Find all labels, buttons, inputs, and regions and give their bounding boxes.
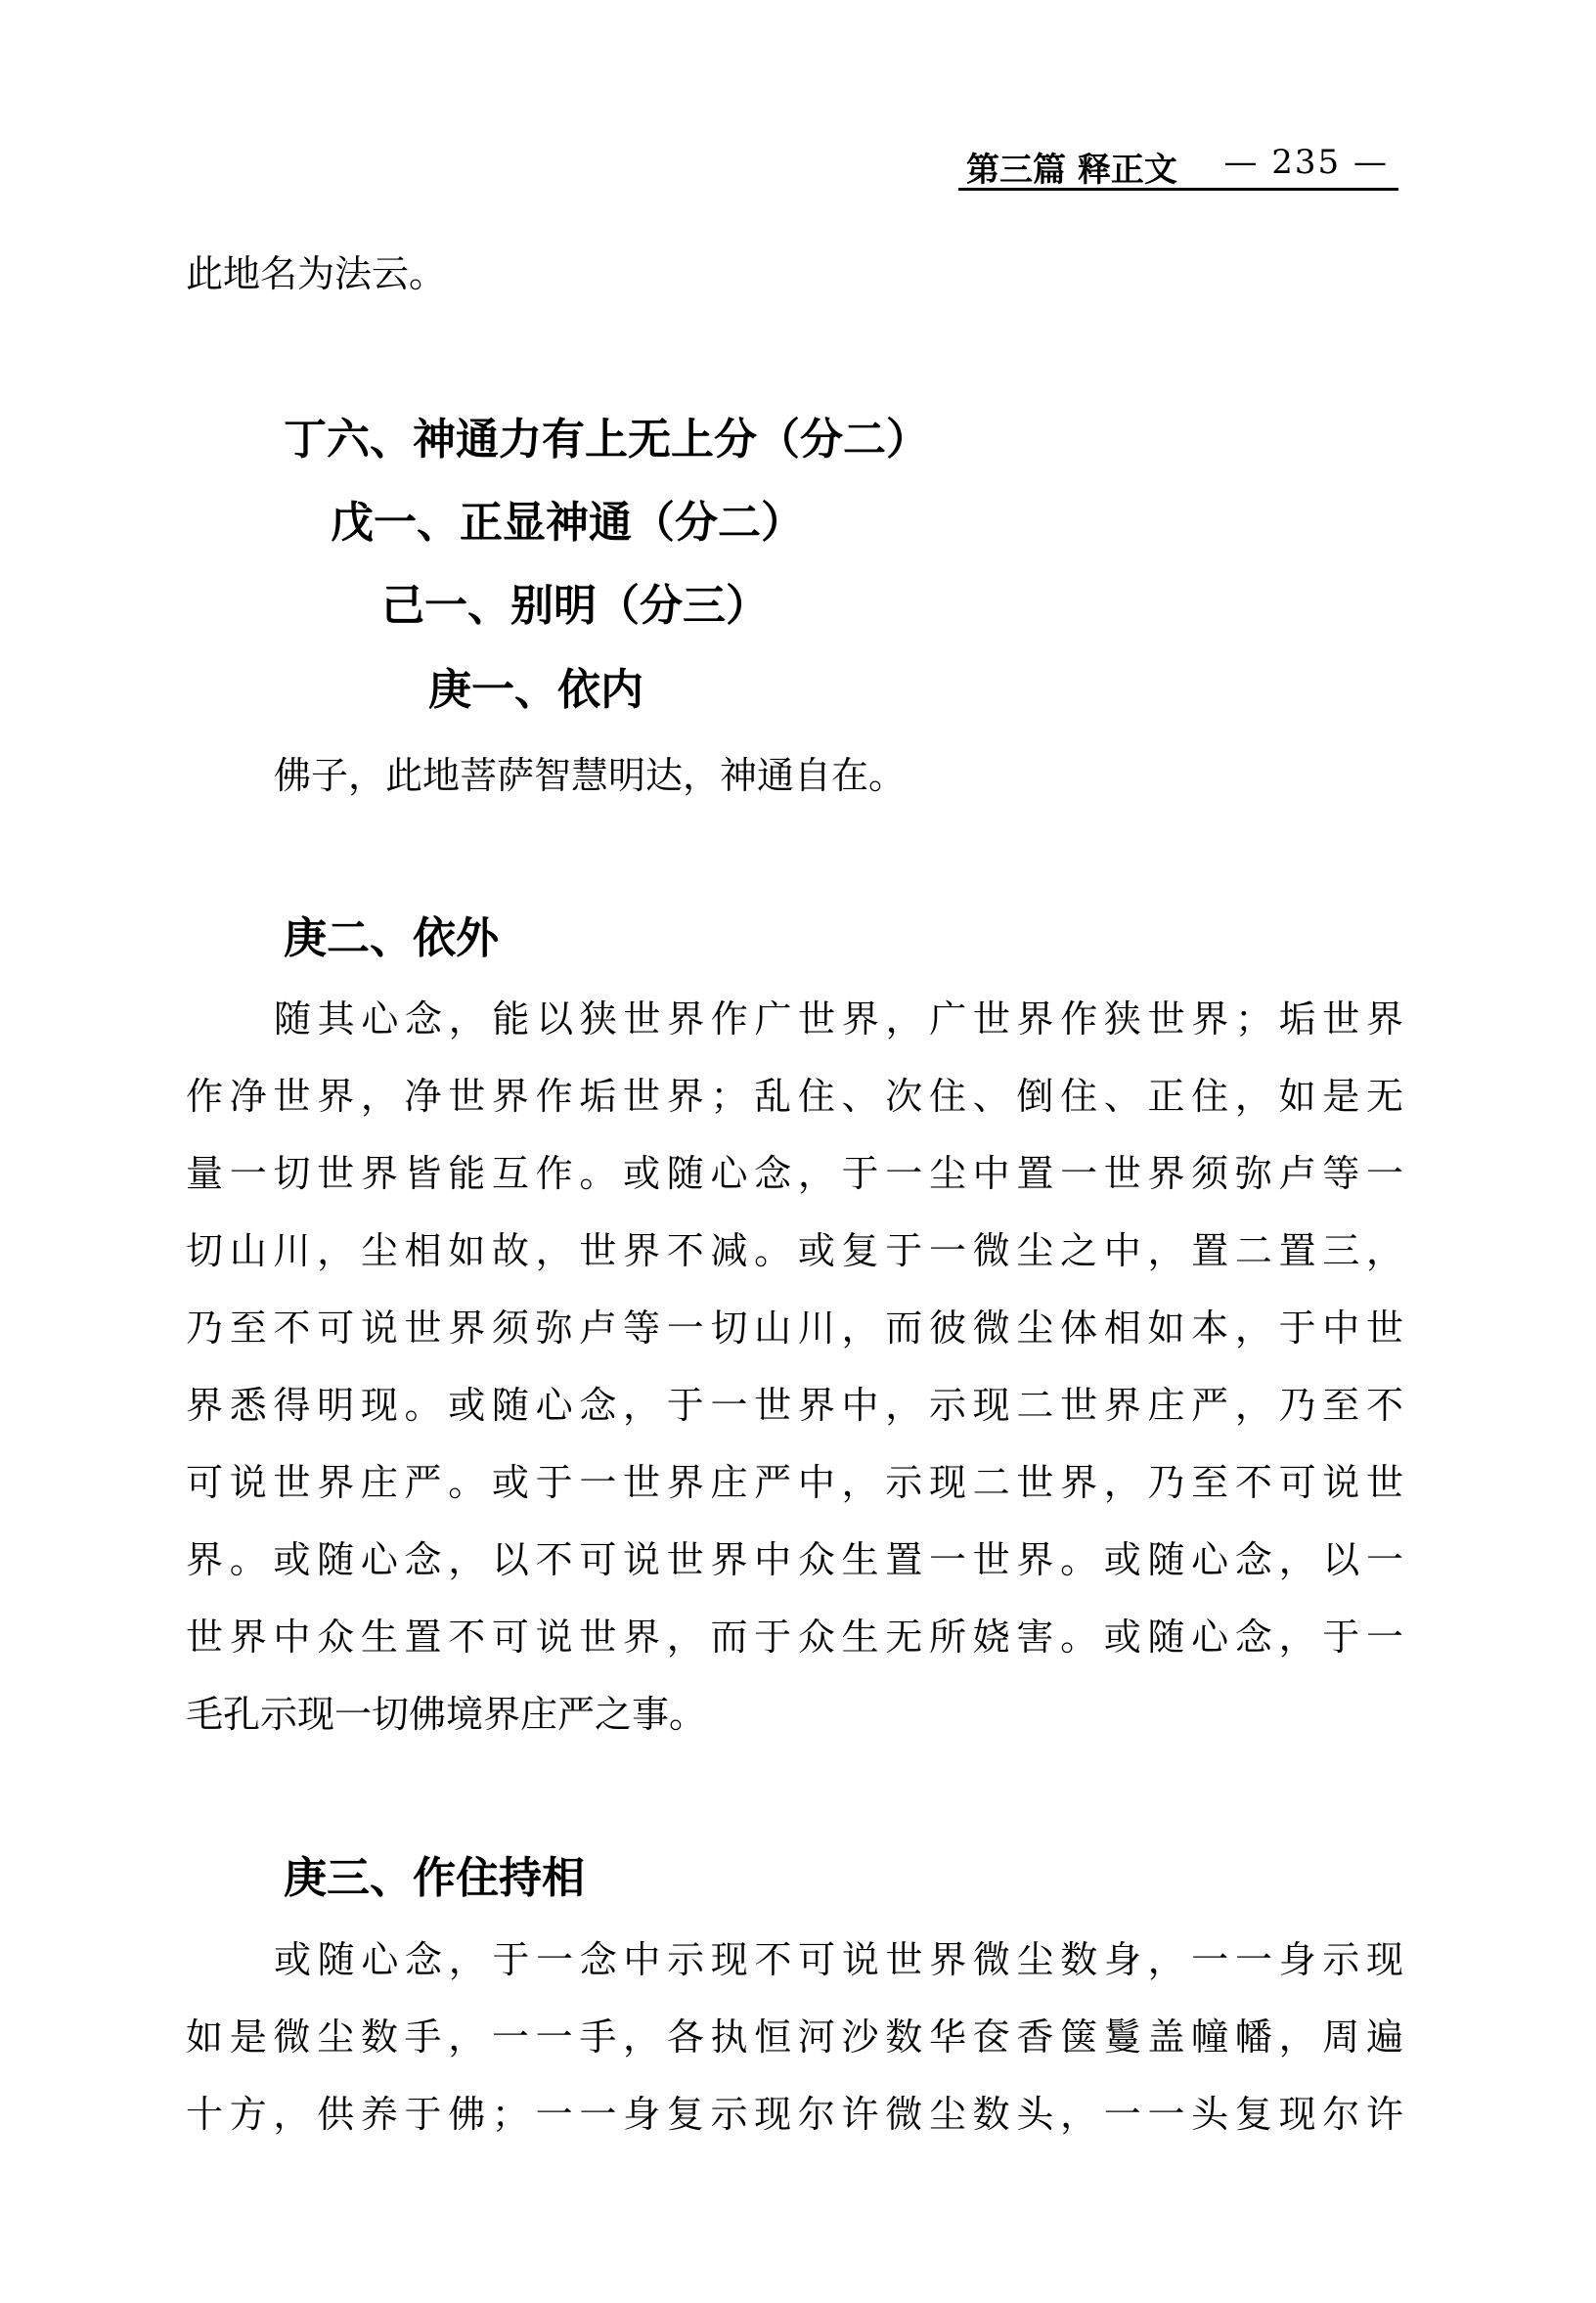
running-header [958, 137, 1398, 191]
paragraph-geng1-line: 佛子，此地菩萨智慧明达，神通自在。 [274, 754, 907, 797]
paragraph-geng3-line: 十方，供养于佛；一一身复示现尔许微尘数头，一一头复现尔许 [186, 2093, 1403, 2136]
paragraph-geng2-line: 作净世界，净世界作垢世界；乱住、次住、倒住、正住，如是无 [186, 1075, 1403, 1118]
paragraph-geng2-line: 乃至不可说世界须弥卢等一切山川，而彼微尘体相如本，于中世 [186, 1307, 1403, 1350]
paragraph-geng3-line: 如是微尘数手，一一手，各执恒河沙数华奁香箧鬘盖幢幡，周遍 [186, 2015, 1403, 2059]
heading-geng2: 庚二、依外 [284, 913, 499, 963]
heading-geng1: 庚一、依内 [428, 665, 643, 715]
heading-wu1: 戊一、正显神通（分二） [331, 498, 804, 548]
paragraph-geng2-line: 毛孔示现一切佛境界庄严之事。 [186, 1693, 707, 1736]
heading-ding6: 丁六、神通力有上无上分（分二） [284, 415, 929, 465]
paragraph-geng2-line: 界悉得明现。或随心念，于一世界中，示现二世界庄严，乃至不 [186, 1384, 1403, 1427]
intro-line: 此地名为法云。 [186, 252, 447, 295]
paragraph-geng3-line: 或随心念，于一念中示现不可说世界微尘数身，一一身示现 [274, 1938, 1403, 1981]
paragraph-geng2-line: 世界中众生置不可说世界，而于众生无所娆害。或随心念，于一 [186, 1616, 1403, 1659]
paragraph-geng2-line: 随其心念，能以狭世界作广世界，广世界作狭世界；垢世界 [274, 997, 1403, 1041]
paragraph-geng2-line: 切山川，尘相如故，世界不减。或复于一微尘之中，置二置三， [186, 1229, 1403, 1272]
heading-ji1: 己一、别明（分三） [381, 581, 769, 631]
chapter-title: 第三篇 释正文 [966, 151, 1177, 190]
page-number: — 235 — [1223, 143, 1389, 182]
paragraph-geng2-line: 界。或随心念，以不可说世界中众生置一世界。或随心念，以一 [186, 1538, 1403, 1581]
paragraph-geng2-line: 量一切世界皆能互作。或随心念，于一尘中置一世界须弥卢等一 [186, 1152, 1403, 1195]
paragraph-geng2-line: 可说世界庄严。或于一世界庄严中，示现二世界，乃至不可说世 [186, 1461, 1403, 1504]
heading-geng3: 庚三、作住持相 [284, 1853, 585, 1903]
